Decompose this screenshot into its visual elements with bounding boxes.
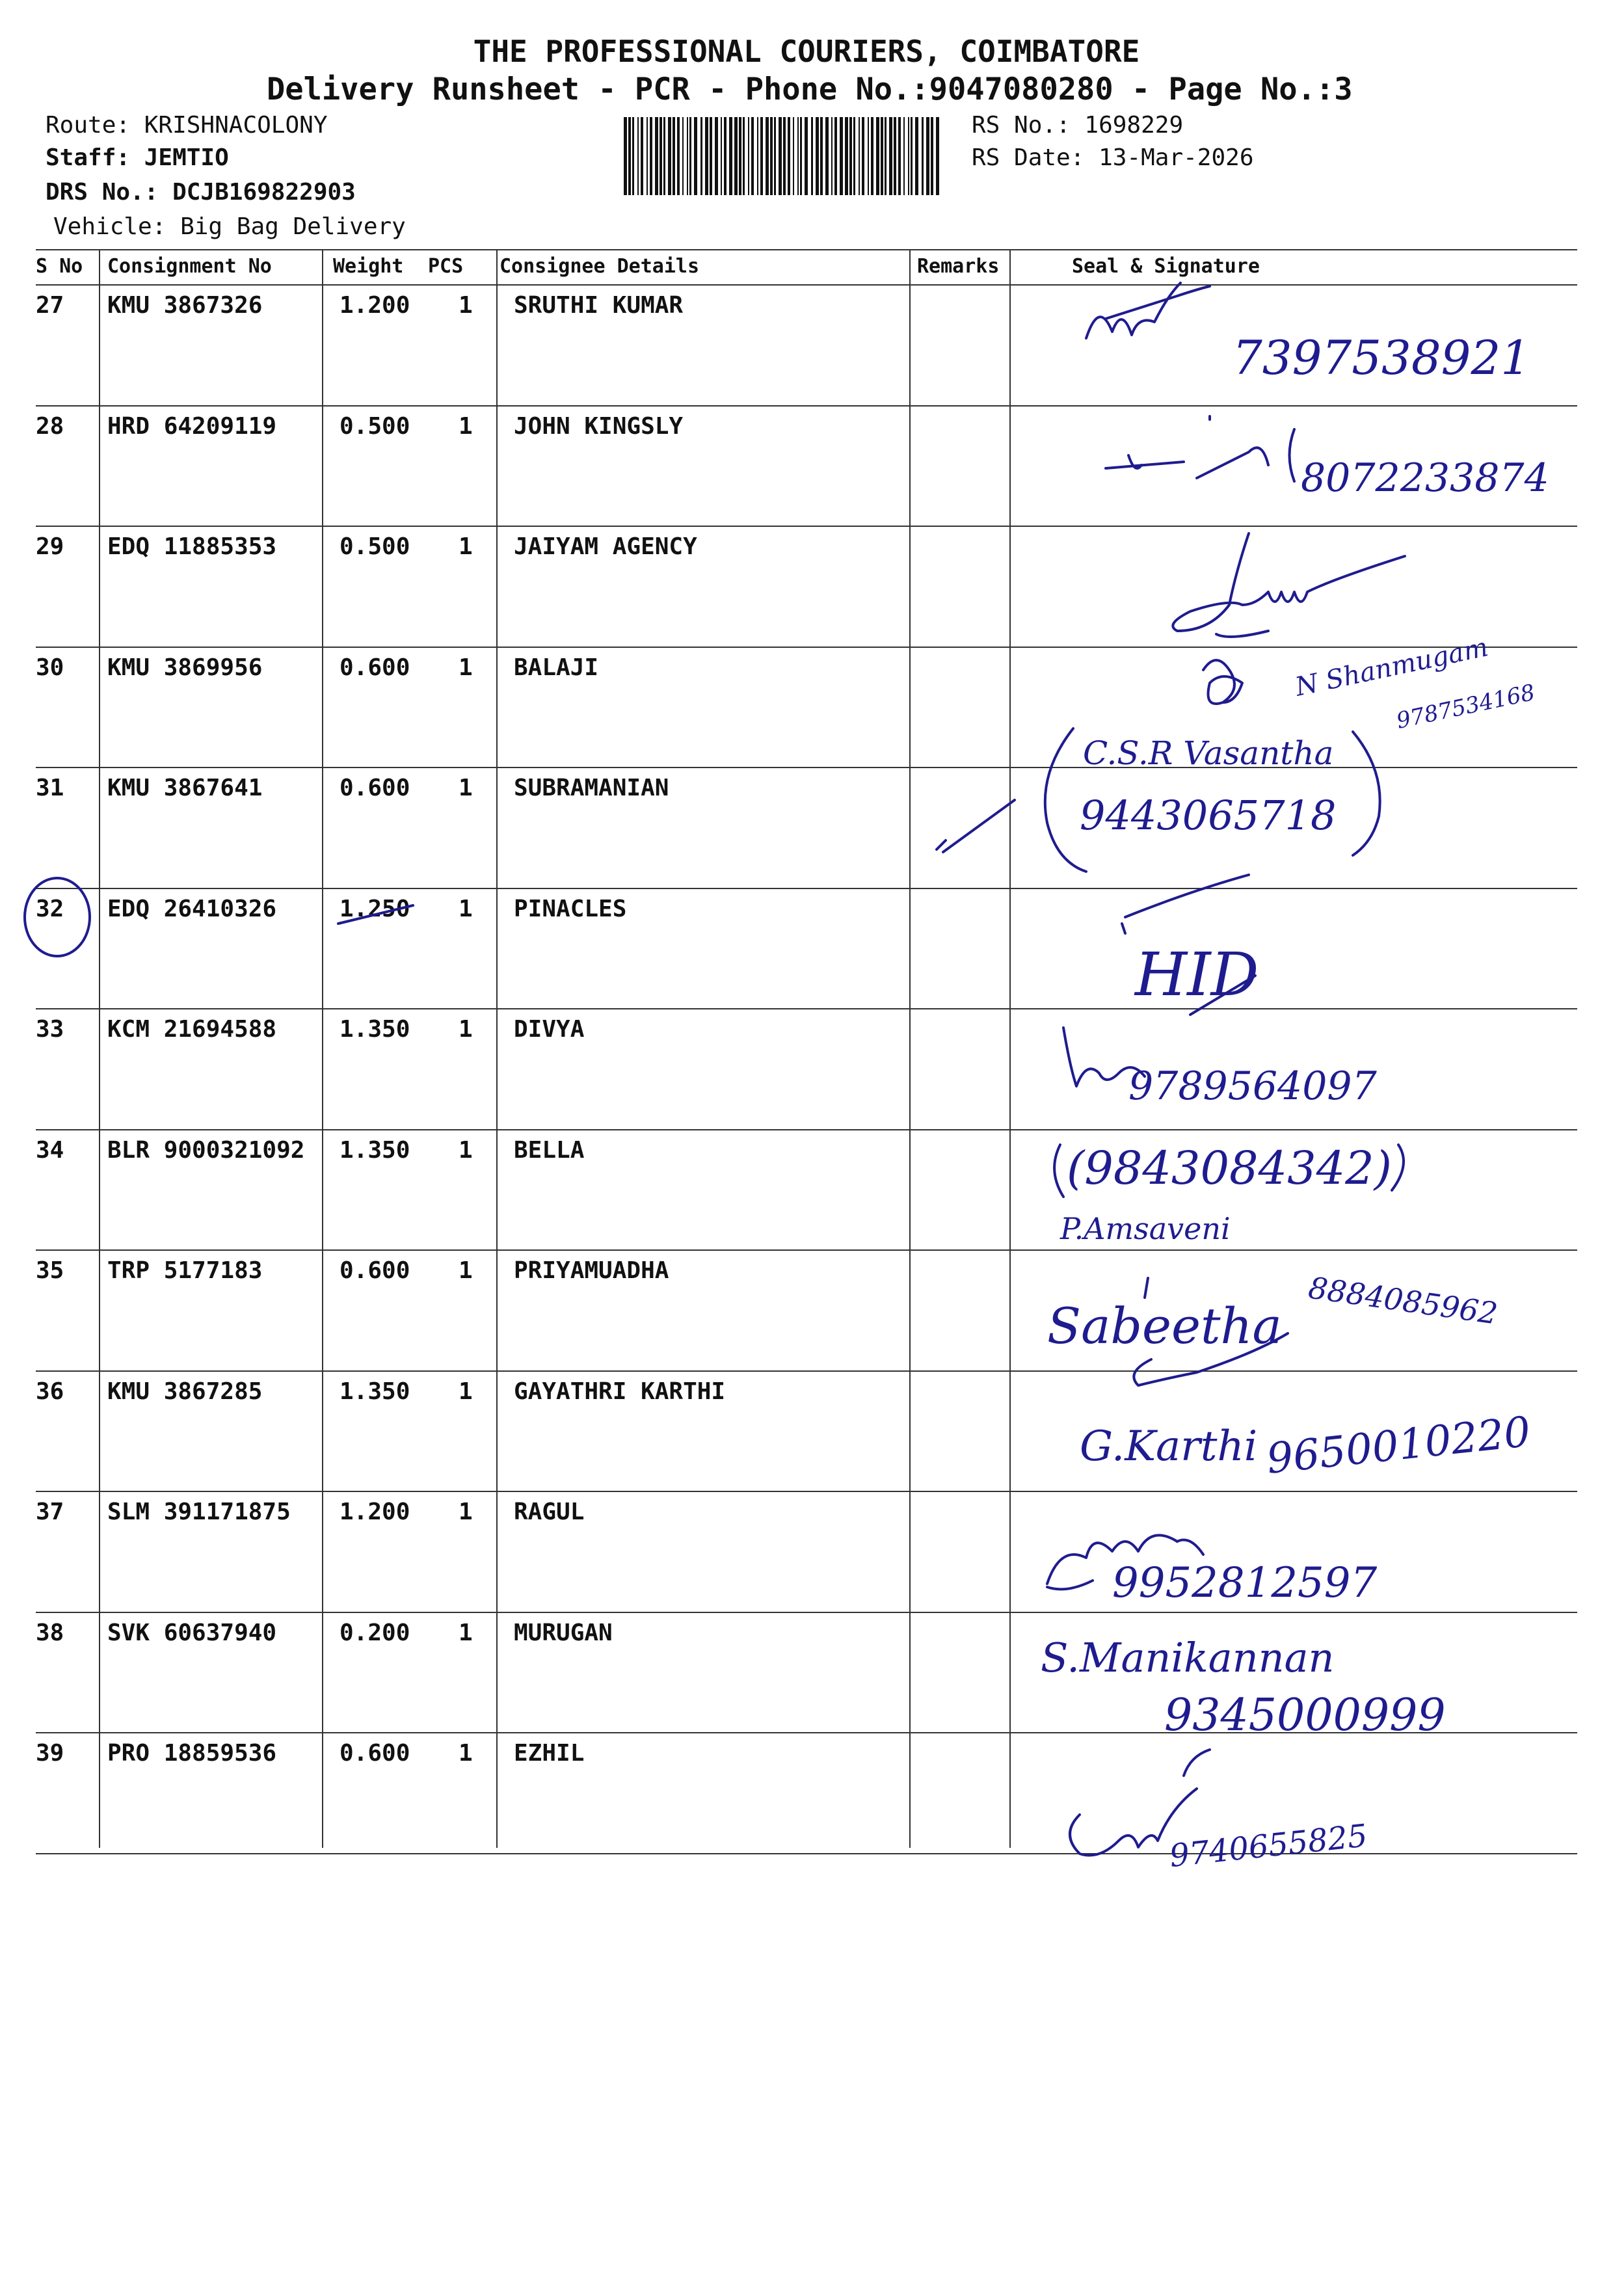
table-row-rule <box>36 1732 1577 1733</box>
table-row-rule <box>36 1491 1577 1492</box>
route-label: Route: <box>46 112 131 139</box>
barcode-bar <box>734 117 738 195</box>
signature-31-name: C.S.R Vasantha <box>1083 734 1334 772</box>
staff-value: JEMTIO <box>144 144 229 171</box>
barcode-bar <box>632 117 634 195</box>
barcode-bar <box>682 117 684 195</box>
row-weight: 1.350 <box>340 1016 410 1043</box>
row-sno: 31 <box>36 775 64 801</box>
row-sno: 38 <box>36 1619 64 1646</box>
barcode-bar <box>647 117 648 195</box>
table-row-rule <box>36 1853 1577 1854</box>
row-weight: 0.600 <box>340 1740 410 1767</box>
route-line <box>46 112 328 139</box>
barcode-bar <box>876 117 879 195</box>
barcode-bar <box>766 117 769 195</box>
row-consignment-no: PRO 18859536 <box>107 1740 277 1767</box>
barcode-bar <box>677 117 680 195</box>
barcode-bar <box>871 117 873 195</box>
signature-39-scribble <box>1070 1750 1210 1856</box>
barcode-bar <box>800 117 802 195</box>
barcode-bar <box>936 117 939 195</box>
barcode-bar <box>673 117 675 195</box>
row-consignee: MURUGAN <box>514 1619 613 1646</box>
vehicle-label: Vehicle: <box>53 213 167 240</box>
barcode-image <box>621 117 940 195</box>
signature-31-bracket <box>937 728 1380 872</box>
signature-31-phone: 9443065718 <box>1080 792 1337 839</box>
row-sno: 35 <box>36 1257 64 1284</box>
barcode-bar <box>641 117 643 195</box>
signature-36-phone: 9650010220 <box>1264 1408 1533 1484</box>
barcode-bar <box>779 117 782 195</box>
barcode-bar <box>751 117 754 195</box>
barcode-bar <box>710 117 712 195</box>
row-sno: 36 <box>36 1378 64 1405</box>
barcode-bar <box>770 117 773 195</box>
table-row-rule <box>36 1129 1577 1130</box>
barcode-bar <box>650 117 652 195</box>
barcode-bar <box>660 117 662 195</box>
barcode-bar <box>840 117 843 195</box>
sheet-title: Delivery Runsheet - PCR - Phone No.:9047080280 - Page No.:3 <box>267 72 1353 107</box>
barcode-bar <box>911 117 913 195</box>
header-weight: Weight <box>333 255 404 278</box>
col-divider-weight <box>496 249 498 1848</box>
row-consignment-no: SVK 60637940 <box>107 1619 277 1646</box>
row-consignee: GAYATHRI KARTHI <box>514 1378 726 1405</box>
signature-29-scribble <box>1173 533 1405 637</box>
row-consignment-no: KMU 3869956 <box>107 654 263 681</box>
row-consignee: BELLA <box>514 1136 585 1164</box>
staff-line <box>46 144 229 171</box>
barcode-bar <box>868 117 869 195</box>
barcode-bar <box>700 117 702 195</box>
barcode-bar <box>894 117 896 195</box>
barcode-bar <box>783 117 786 195</box>
barcode-bar <box>915 117 918 195</box>
barcode-bar <box>689 117 691 195</box>
signature-27-scribble <box>1086 283 1210 338</box>
barcode-bar <box>655 117 658 195</box>
row-sno: 33 <box>36 1016 64 1043</box>
consignee-35-mark <box>1145 1278 1148 1298</box>
barcode-bar <box>889 117 892 195</box>
barcode-bar <box>885 117 886 195</box>
barcode-bar <box>793 117 794 195</box>
row-consignee: RAGUL <box>514 1499 585 1525</box>
row-consignment-no: HRD 64209119 <box>107 412 277 440</box>
signature-38-phone: 9345000999 <box>1164 1690 1446 1741</box>
barcode-bar <box>724 117 727 195</box>
table-row-rule <box>36 526 1577 527</box>
signature-30-name: N Shanmugam <box>1292 632 1491 702</box>
row-consignment-no: KCM 21694588 <box>107 1016 277 1043</box>
signature-33-scribble <box>1063 1028 1145 1086</box>
rs-no-line <box>972 112 1183 139</box>
barcode-bar <box>931 117 933 195</box>
rs-no-label: RS No.: <box>972 112 1071 139</box>
row-consignee: SRUTHI KUMAR <box>514 292 684 319</box>
drs-value: DCJB169822903 <box>172 179 356 206</box>
row-consignee: JAIYAM AGENCY <box>514 533 697 560</box>
row-weight: 0.600 <box>340 654 410 681</box>
row-pcs: 1 <box>459 654 473 681</box>
col-divider-remarks <box>1009 249 1011 1848</box>
table-top-rule <box>36 249 1577 250</box>
row-pcs: 1 <box>459 412 473 440</box>
barcode-bar <box>743 117 745 195</box>
row-sno: 32 <box>36 895 64 922</box>
rs-date-label: RS Date: <box>972 144 1085 171</box>
row-pcs: 1 <box>459 533 473 560</box>
staff-label: Staff: <box>46 144 131 171</box>
signature-37-scribble <box>1047 1535 1203 1589</box>
signature-28-phone: 8072233874 <box>1301 455 1549 501</box>
drs-label: DRS No.: <box>46 179 159 206</box>
row-consignee: JOHN KINGSLY <box>514 412 684 440</box>
signature-35-name: Sabeetha <box>1047 1297 1282 1355</box>
barcode-bar <box>820 117 823 195</box>
barcode-bar <box>831 117 833 195</box>
row-consignee: SUBRAMANIAN <box>514 775 669 801</box>
barcode-bar <box>628 117 631 195</box>
barcode-bar <box>825 117 829 195</box>
barcode-bar <box>774 117 776 195</box>
signature-27-phone: 7397538921 <box>1233 330 1531 385</box>
table-row-rule <box>36 1612 1577 1613</box>
row-consignment-no: BLR 9000321092 <box>107 1136 305 1164</box>
barcode-bar <box>694 117 697 195</box>
route-value: KRISHNACOLONY <box>144 112 328 139</box>
row-weight: 0.500 <box>340 533 410 560</box>
signature-34-brackets <box>1054 1145 1404 1197</box>
row-pcs: 1 <box>459 1016 473 1043</box>
row-pcs: 1 <box>459 1378 473 1405</box>
barcode-bar <box>845 117 848 195</box>
col-divider-sno <box>99 249 100 1848</box>
row-weight: 0.600 <box>340 1257 410 1284</box>
barcode-bar <box>721 117 722 195</box>
header-consignee: Consignee Details <box>500 255 700 278</box>
table-header-rule <box>36 284 1577 286</box>
barcode-bar <box>903 117 905 195</box>
barcode-bar <box>834 117 837 195</box>
barcode-bar <box>849 117 852 195</box>
signature-36-name: G.Karthi <box>1080 1422 1258 1471</box>
row-consignee: PRIYAMUADHA <box>514 1257 669 1284</box>
header-pcs: PCS <box>428 255 464 278</box>
row-consignee: EZHIL <box>514 1740 585 1767</box>
row-sno: 34 <box>36 1136 64 1164</box>
row-consignee: BALAJI <box>514 654 599 681</box>
barcode-bar <box>816 117 819 195</box>
row-pcs: 1 <box>459 1740 473 1767</box>
row-weight: 1.200 <box>340 1499 410 1525</box>
table-row-rule <box>36 1370 1577 1372</box>
row-consignment-no: KMU 3867285 <box>107 1378 263 1405</box>
header-seal-signature: Seal & Signature <box>1072 255 1260 278</box>
barcode-bar <box>908 117 909 195</box>
row-consignment-no: KMU 3867326 <box>107 292 263 319</box>
header-sno: S No <box>36 255 83 278</box>
barcode-bar <box>624 117 627 195</box>
barcode-bar <box>797 117 799 195</box>
row-weight: 1.200 <box>340 292 410 319</box>
row-sno: 27 <box>36 292 64 319</box>
row-pcs: 1 <box>459 895 473 922</box>
row-consignee: DIVYA <box>514 1016 585 1043</box>
barcode-bar <box>811 117 813 195</box>
table-row-rule <box>36 1008 1577 1009</box>
table-row-rule <box>36 405 1577 407</box>
signature-35-flourish <box>1134 1333 1288 1385</box>
vehicle-value: Big Bag Delivery <box>180 213 406 240</box>
signature-28-scribble <box>1106 416 1294 481</box>
barcode-bar <box>853 117 855 195</box>
signature-30-phone: 9787534168 <box>1394 679 1538 734</box>
signature-33-phone: 9789564097 <box>1128 1063 1377 1109</box>
row-sno: 30 <box>36 654 64 681</box>
barcode-bar <box>881 117 883 195</box>
header-consignment: Consignment No <box>107 255 272 278</box>
barcode-bar <box>748 117 749 195</box>
row-weight: 1.250 <box>340 895 410 922</box>
row-sno: 39 <box>36 1740 64 1767</box>
row-pcs: 1 <box>459 1257 473 1284</box>
row-consignment-no: SLM 391171875 <box>107 1499 291 1525</box>
col-divider-consignment <box>322 249 323 1848</box>
row-sno: 37 <box>36 1499 64 1525</box>
row-pcs: 1 <box>459 292 473 319</box>
barcode-bar <box>760 117 763 195</box>
barcode-bar <box>926 117 929 195</box>
barcode-bar <box>922 117 924 195</box>
rs-date-value: 13-Mar-2026 <box>1099 144 1254 171</box>
company-title: THE PROFESSIONAL COURIERS, COIMBATORE <box>473 34 1140 69</box>
signature-34-phone: (9843084342) <box>1067 1141 1392 1195</box>
row-weight: 0.500 <box>340 412 410 440</box>
barcode-bar <box>805 117 808 195</box>
barcode-bar <box>637 117 639 195</box>
table-row-rule <box>36 888 1577 889</box>
table-row-rule <box>36 647 1577 648</box>
barcode-bar <box>715 117 718 195</box>
row-consignment-no: TRP 5177183 <box>107 1257 263 1284</box>
vehicle-line <box>53 213 406 240</box>
signature-30-scribble <box>1203 660 1242 704</box>
header-remarks: Remarks <box>917 255 1000 278</box>
signature-35-phone: 8884085962 <box>1306 1270 1500 1331</box>
row-pcs: 1 <box>459 1499 473 1525</box>
signature-32-initials: HID <box>1135 940 1259 1009</box>
signature-37-phone: 9952812597 <box>1112 1559 1378 1607</box>
barcode-bar <box>788 117 790 195</box>
row-consignee: PINACLES <box>514 895 627 922</box>
signature-38-name: S.Manikannan <box>1041 1634 1335 1681</box>
barcode-bar <box>862 117 864 195</box>
barcode-bar <box>757 117 758 195</box>
col-divider-consignee <box>909 249 911 1848</box>
table-row-rule <box>36 767 1577 768</box>
barcode-bar <box>687 117 688 195</box>
signature-32-lines <box>1122 875 1255 1015</box>
table-row-rule <box>36 1249 1577 1251</box>
row-weight: 1.350 <box>340 1378 410 1405</box>
rs-no-value: 1698229 <box>1084 112 1184 139</box>
barcode-bar <box>663 117 665 195</box>
drs-line <box>46 179 356 206</box>
barcode-bar <box>668 117 671 195</box>
row-weight: 1.350 <box>340 1136 410 1164</box>
signature-34-name: P.Amsaveni <box>1060 1211 1231 1246</box>
row-consignment-no: EDQ 11885353 <box>107 533 277 560</box>
barcode-bar <box>859 117 860 195</box>
signature-39-phone: 9740655825 <box>1167 1817 1369 1875</box>
barcode-bar <box>705 117 708 195</box>
barcode-bar <box>898 117 901 195</box>
row-pcs: 1 <box>459 1619 473 1646</box>
barcode-bar <box>729 117 732 195</box>
rs-date-line <box>972 144 1254 171</box>
row-sno: 28 <box>36 412 64 440</box>
row-weight: 0.600 <box>340 775 410 801</box>
barcode-bar <box>739 117 741 195</box>
row-pcs: 1 <box>459 1136 473 1164</box>
row-consignment-no: KMU 3867641 <box>107 775 263 801</box>
row-weight: 0.200 <box>340 1619 410 1646</box>
row-consignment-no: EDQ 26410326 <box>107 895 277 922</box>
row-sno: 29 <box>36 533 64 560</box>
row-pcs: 1 <box>459 775 473 801</box>
